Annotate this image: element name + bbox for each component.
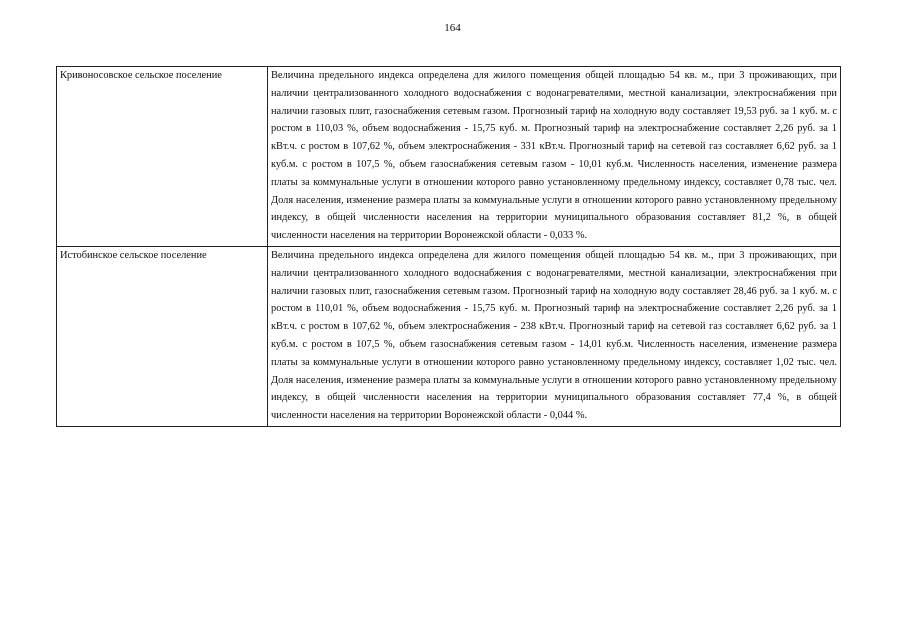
- settlement-description-cell: Величина предельного индекса определена для жилого помещения общей площадью 54 кв. м., при 3 проживающих, при наличии централизованного холодного водоснабжения с водонагревателями, местной канализации, электроснабжения при наличии газовых плит, газоснабжения сетевым газом. Прогнозный тариф на холодную воду составляет 28,46 руб. за 1 куб. м. с ростом в 110,01 %, объем водоснабжения - 15,75 куб. м. Прогнозный тариф на электроснабжение составляет 2,26 руб. за 1 кВт.ч. с ростом в 107,62 %, объем электроснабжения - 238 кВт.ч. Прогнозный тариф на сетевой газ составляет 6,62 руб. за 1 куб.м. с ростом в 107,5 %, объем газоснабжения сетевым газом - 14,01 куб.м. Численность населения, изменение размера платы за коммунальные услуги в отношении которого равно установленному предельному индексу, составляет 1,02 тыс. чел. Доля населения, изменение размера платы за коммунальные услуги в отношении которого равно установленному предельному индексу, в общей численности населения на территории муниципального образования составляет 77,4 %, в общей численности населения на территории Воронежской области - 0,044 %.: [268, 246, 841, 426]
- settlement-name-cell: Истобинское сельское поселение: [57, 246, 268, 426]
- settlements-table: [56, 66, 841, 427]
- page-number: 164: [444, 22, 461, 34]
- table-row: [57, 246, 841, 426]
- settlement-name-cell: Кривоносовское сельское поселение: [57, 67, 268, 247]
- table-row: [57, 67, 841, 247]
- settlement-description-cell: Величина предельного индекса определена для жилого помещения общей площадью 54 кв. м., при 3 проживающих, при наличии централизованного холодного водоснабжения с водонагревателями, местной канализации, электроснабжения при наличии газовых плит, газоснабжения сетевым газом. Прогнозный тариф на холодную воду составляет 19,53 руб. за 1 куб. м. с ростом в 110,03 %, объем водоснабжения - 15,75 куб. м. Прогнозный тариф на электроснабжение составляет 2,26 руб. за 1 кВт.ч. с ростом в 107,62 %, объем электроснабжения - 331 кВт.ч. Прогнозный тариф на сетевой газ составляет 6,62 руб. за 1 куб.м. с ростом в 107,5 %, объем газоснабжения сетевым газом - 10,01 куб.м. Численность населения, изменение размера платы за коммунальные услуги в отношении которого равно установленному предельному индексу, составляет 0,78 тыс. чел. Доля населения, изменение размера платы за коммунальные услуги в отношении которого равно установленному предельному индексу, в общей численности населения на территории муниципального образования составляет 81,2 %, в общей численности населения на территории Воронежской области - 0,033 %.: [268, 67, 841, 247]
